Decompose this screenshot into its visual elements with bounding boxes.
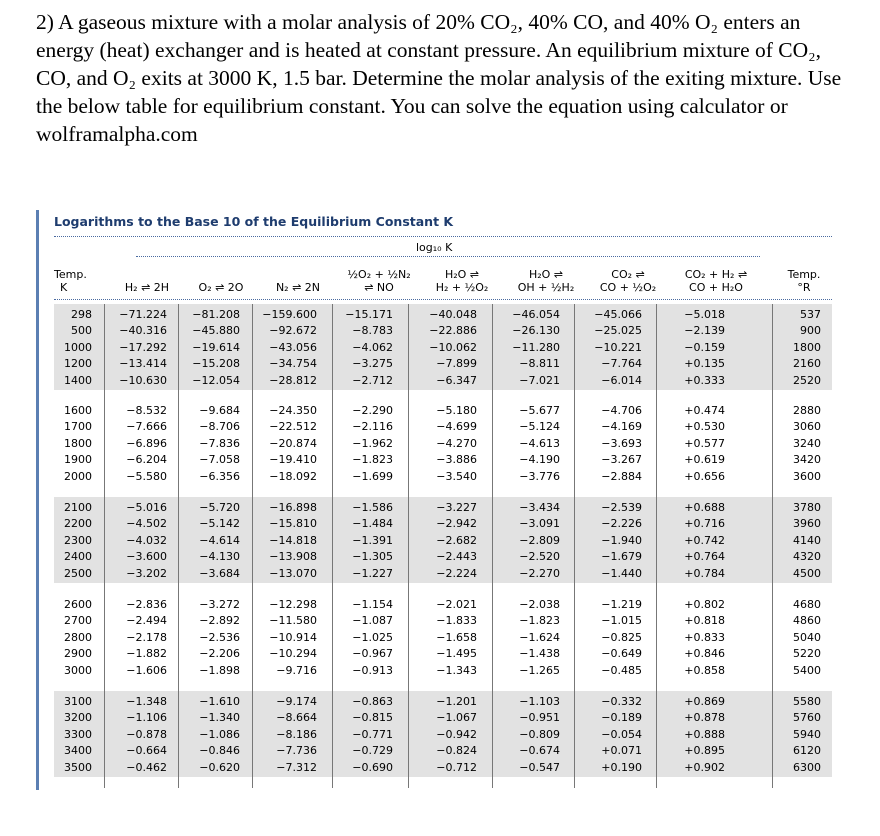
table-cell: 1800 [793, 340, 821, 354]
table-cell: −1.495 [436, 647, 477, 661]
table-cell: −2.139 [684, 324, 725, 338]
table-cell: −2.536 [199, 630, 240, 644]
table-cell: −3.684 [199, 566, 240, 580]
table-row [36, 613, 832, 629]
table-cell: −3.267 [601, 453, 642, 467]
table-cell: +0.846 [684, 647, 725, 661]
table-cell: −3.776 [519, 469, 560, 483]
table-cell: +0.784 [684, 566, 725, 580]
table-cell: −0.815 [352, 711, 393, 725]
table-cell: −9.174 [276, 695, 317, 708]
table-cell: −5.142 [199, 517, 240, 531]
table-row [36, 566, 832, 582]
table-cell: −0.159 [684, 340, 725, 354]
table-cell: −4.706 [601, 404, 642, 417]
table-cell: −8.664 [276, 711, 317, 725]
table-cell: −10.221 [594, 340, 642, 354]
table-cell: −1.438 [519, 647, 560, 661]
table-cell: −0.913 [352, 663, 393, 677]
table-cell: 1800 [64, 436, 92, 450]
table-cell: 6120 [793, 744, 821, 758]
table-cell: −0.485 [601, 663, 642, 677]
table-cell: −1.087 [352, 614, 393, 628]
table-cell: −2.021 [436, 598, 477, 611]
table-cell: −0.462 [126, 760, 167, 774]
table-cell: 5220 [793, 647, 821, 661]
table-cell: −16.898 [269, 501, 317, 514]
table-cell: −4.130 [199, 550, 240, 564]
table-cell: +0.802 [684, 598, 725, 611]
table-cell: 3420 [793, 453, 821, 467]
log-k-group-header: log₁₀ K [416, 241, 453, 254]
table-cell: 2160 [793, 357, 821, 371]
table-cell: +0.869 [684, 695, 725, 708]
table-cell: 1400 [64, 373, 92, 387]
table-cell: −0.332 [601, 695, 642, 708]
table-cell: +0.656 [684, 469, 725, 483]
table-cell: 4140 [793, 533, 821, 547]
table-cell: −0.967 [352, 647, 393, 661]
table-cell: −1.624 [519, 630, 560, 644]
row-group [36, 307, 832, 389]
table-row [36, 340, 832, 356]
header-co2-h2: CO₂ + H₂ ⇌ CO + H₂O [684, 268, 748, 294]
table-cell: −4.502 [126, 517, 167, 531]
table-cell: −15.208 [192, 357, 240, 371]
table-cell: −2.942 [436, 517, 477, 531]
table-cell: −13.070 [269, 566, 317, 580]
table-cell: −1.440 [601, 566, 642, 580]
table-cell: −3.434 [519, 501, 560, 514]
table-cell: −4.270 [436, 436, 477, 450]
table-cell: −0.825 [601, 630, 642, 644]
table-row [36, 760, 832, 776]
table-cell: −2.884 [601, 469, 642, 483]
table-cell: −1.015 [601, 614, 642, 628]
table-cell: 2800 [64, 630, 92, 644]
table-cell: 2600 [64, 598, 92, 611]
table-cell: +0.716 [684, 517, 725, 531]
table-cell: −19.410 [269, 453, 317, 467]
table-row [36, 373, 832, 389]
table-cell: −25.025 [594, 324, 642, 338]
table-cell: −2.836 [126, 598, 167, 611]
table-cell: 1000 [64, 340, 92, 354]
table-cell: −4.169 [601, 420, 642, 434]
table-cell: −1.484 [352, 517, 393, 531]
table-cell: −1.586 [352, 501, 393, 514]
table-cell: −1.348 [126, 695, 167, 708]
table-cell: −1.343 [436, 663, 477, 677]
table-row [36, 597, 832, 613]
table-cell: 2100 [64, 501, 92, 514]
table-row [36, 469, 832, 485]
table-cell: −2.178 [126, 630, 167, 644]
table-cell: 3300 [64, 727, 92, 741]
table-cell: −4.062 [352, 340, 393, 354]
table-cell: 2900 [64, 647, 92, 661]
table-cell: 5040 [793, 630, 821, 644]
table-row [36, 630, 832, 646]
table-row [36, 403, 832, 419]
table-cell: −2.224 [436, 566, 477, 580]
table-cell: −1.823 [352, 453, 393, 467]
table-cell: −5.580 [126, 469, 167, 483]
table-cell: +0.071 [601, 744, 642, 758]
table-cell: −8.532 [126, 404, 167, 417]
table-cell: −8.783 [352, 324, 393, 338]
table-cell: +0.619 [684, 453, 725, 467]
table-cell: −15.810 [269, 517, 317, 531]
table-cell: −7.312 [276, 760, 317, 774]
table-cell: −14.818 [269, 533, 317, 547]
table-cell: −13.908 [269, 550, 317, 564]
table-cell: −22.886 [429, 324, 477, 338]
table-cell: 4680 [793, 598, 821, 611]
table-cell: −1.154 [352, 598, 393, 611]
header-co2: CO₂ ⇌ CO + ½O₂ [599, 268, 657, 294]
table-row [36, 710, 832, 726]
table-cell: −5.016 [126, 501, 167, 514]
table-cell: −7.899 [436, 357, 477, 371]
table-cell: −5.180 [436, 404, 477, 417]
table-cell: −7.836 [199, 436, 240, 450]
table-cell: +0.895 [684, 744, 725, 758]
header-h2: H₂ ⇌ 2H [124, 281, 170, 294]
table-cell: −2.520 [519, 550, 560, 564]
table-row [36, 500, 832, 516]
table-cell: 3200 [64, 711, 92, 725]
row-group [36, 597, 832, 679]
table-cell: 4860 [793, 614, 821, 628]
table-cell: −45.066 [594, 308, 642, 321]
table-cell: 5580 [793, 695, 821, 708]
table-cell: −20.874 [269, 436, 317, 450]
table-cell: −2.116 [352, 420, 393, 434]
table-cell: −0.054 [601, 727, 642, 741]
table-cell: −1.898 [199, 663, 240, 677]
title-divider [54, 236, 832, 237]
table-cell: −46.054 [512, 308, 560, 321]
table-cell: −7.666 [126, 420, 167, 434]
table-cell: −1.699 [352, 469, 393, 483]
table-cell: −1.606 [126, 663, 167, 677]
table-cell: −3.272 [199, 598, 240, 611]
table-cell: −1.391 [352, 533, 393, 547]
table-cell: −6.347 [436, 373, 477, 387]
table-cell: 500 [71, 324, 92, 338]
header-o2: O₂ ⇌ 2O [198, 281, 244, 294]
table-cell: 3960 [793, 517, 821, 531]
table-cell: −2.290 [352, 404, 393, 417]
table-row [36, 727, 832, 743]
table-cell: −6.896 [126, 436, 167, 450]
table-cell: 3780 [793, 501, 821, 514]
table-cell: −159.600 [262, 308, 317, 321]
table-cell: −3.227 [436, 501, 477, 514]
table-cell: −1.103 [519, 695, 560, 708]
table-cell: −13.414 [119, 357, 167, 371]
table-cell: −11.280 [512, 340, 560, 354]
table-cell: −0.878 [126, 727, 167, 741]
table-row [36, 323, 832, 339]
table-cell: 2300 [64, 533, 92, 547]
table-cell: −12.054 [192, 373, 240, 387]
table-row [36, 419, 832, 435]
header-h2o-a: H₂O ⇌ H₂ + ½O₂ [435, 268, 489, 294]
table-cell: 2700 [64, 614, 92, 628]
table-cell: 298 [71, 308, 92, 321]
header-n2: N₂ ⇌ 2N [275, 281, 321, 294]
table-cell: −7.764 [601, 357, 642, 371]
table-cell: +0.577 [684, 436, 725, 450]
table-cell: 2000 [64, 469, 92, 483]
table-cell: −1.610 [199, 695, 240, 708]
table-cell: −0.674 [519, 744, 560, 758]
table-cell: −1.227 [352, 566, 393, 580]
table-cell: −6.014 [601, 373, 642, 387]
table-row [36, 694, 832, 710]
table-cell: −1.305 [352, 550, 393, 564]
table-cell: −1.025 [352, 630, 393, 644]
table-cell: −3.091 [519, 517, 560, 531]
log-k-divider [136, 256, 760, 257]
header-divider [54, 299, 832, 300]
table-cell: −1.962 [352, 436, 393, 450]
table-cell: −92.672 [269, 324, 317, 338]
table-cell: −22.512 [269, 420, 317, 434]
table-cell: −1.086 [199, 727, 240, 741]
table-cell: +0.474 [684, 404, 725, 417]
table-cell: −0.863 [352, 695, 393, 708]
table-cell: −0.824 [436, 744, 477, 758]
table-cell: 2520 [793, 373, 821, 387]
table-cell: 4500 [793, 566, 821, 580]
table-cell: −2.206 [199, 647, 240, 661]
table-cell: −2.270 [519, 566, 560, 580]
table-cell: −1.679 [601, 550, 642, 564]
table-cell: +0.688 [684, 501, 725, 514]
table-cell: 3400 [64, 744, 92, 758]
table-cell: 4320 [793, 550, 821, 564]
table-cell: −5.018 [684, 308, 725, 321]
table-cell: −0.189 [601, 711, 642, 725]
header-no: ½O₂ + ½N₂ ⇌ NO [347, 268, 411, 294]
table-cell: −0.649 [601, 647, 642, 661]
table-cell: 5400 [793, 663, 821, 677]
table-cell: −1.823 [519, 614, 560, 628]
table-cell: 2500 [64, 566, 92, 580]
table-cell: −7.058 [199, 453, 240, 467]
table-cell: 2200 [64, 517, 92, 531]
row-group [36, 403, 832, 485]
table-cell: −5.677 [519, 404, 560, 417]
table-cell: −0.547 [519, 760, 560, 774]
table-cell: 1200 [64, 357, 92, 371]
table-cell: −40.048 [429, 308, 477, 321]
table-cell: −0.846 [199, 744, 240, 758]
table-cell: −17.292 [119, 340, 167, 354]
table-cell: −34.754 [269, 357, 317, 371]
table-cell: −7.021 [519, 373, 560, 387]
table-cell: 3000 [64, 663, 92, 677]
table-cell: +0.888 [684, 727, 725, 741]
table-cell: −1.658 [436, 630, 477, 644]
table-cell: 3100 [64, 695, 92, 708]
table-row [36, 452, 832, 468]
table-row [36, 436, 832, 452]
table-cell: −0.771 [352, 727, 393, 741]
table-cell: 3600 [793, 469, 821, 483]
table-cell: −4.190 [519, 453, 560, 467]
table-cell: −0.620 [199, 760, 240, 774]
table-cell: −43.056 [269, 340, 317, 354]
table-cell: 1900 [64, 453, 92, 467]
equilibrium-constant-table [36, 210, 832, 790]
table-cell: −1.106 [126, 711, 167, 725]
table-cell: −11.580 [269, 614, 317, 628]
table-cell: −2.038 [519, 598, 560, 611]
table-cell: −3.540 [436, 469, 477, 483]
table-cell: −6.356 [199, 469, 240, 483]
table-cell: 1600 [64, 404, 92, 417]
table-cell: −8.811 [519, 357, 560, 371]
table-cell: 5760 [793, 711, 821, 725]
table-cell: −10.630 [119, 373, 167, 387]
table-cell: 6300 [793, 760, 821, 774]
table-cell: −5.124 [519, 420, 560, 434]
table-cell: +0.858 [684, 663, 725, 677]
table-cell: −45.880 [192, 324, 240, 338]
table-cell: −0.664 [126, 744, 167, 758]
table-cell: −4.032 [126, 533, 167, 547]
table-cell: −81.208 [192, 308, 240, 321]
table-cell: −3.600 [126, 550, 167, 564]
header-temp-k: Temp. K [54, 268, 87, 294]
table-cell: −40.316 [119, 324, 167, 338]
table-cell: −19.614 [192, 340, 240, 354]
table-cell: −9.684 [199, 404, 240, 417]
table-cell: +0.742 [684, 533, 725, 547]
table-cell: −10.914 [269, 630, 317, 644]
table-cell: 1700 [64, 420, 92, 434]
table-cell: 3500 [64, 760, 92, 774]
table-cell: −1.940 [601, 533, 642, 547]
table-cell: −1.219 [601, 598, 642, 611]
table-cell: −28.812 [269, 373, 317, 387]
table-cell: −1.067 [436, 711, 477, 725]
table-cell: 2880 [793, 404, 821, 417]
table-cell: −2.892 [199, 614, 240, 628]
table-cell: −3.275 [352, 357, 393, 371]
table-cell: −2.712 [352, 373, 393, 387]
table-row [36, 663, 832, 679]
table-cell: −1.833 [436, 614, 477, 628]
table-cell: +0.135 [684, 357, 725, 371]
table-row [36, 516, 832, 532]
table-cell: +0.190 [601, 760, 642, 774]
table-cell: −0.951 [519, 711, 560, 725]
table-row [36, 743, 832, 759]
table-row [36, 356, 832, 372]
table-cell: +0.818 [684, 614, 725, 628]
table-cell: −2.443 [436, 550, 477, 564]
table-title: Logarithms to the Base 10 of the Equilibrium Constant K [54, 214, 454, 229]
table-cell: −4.614 [199, 533, 240, 547]
table-cell: −2.226 [601, 517, 642, 531]
table-cell: −10.294 [269, 647, 317, 661]
table-cell: −71.224 [119, 308, 167, 321]
table-cell: −2.539 [601, 501, 642, 514]
table-cell: 3240 [793, 436, 821, 450]
table-cell: −2.494 [126, 614, 167, 628]
table-cell: −7.736 [276, 744, 317, 758]
table-cell: −10.062 [429, 340, 477, 354]
table-row [36, 307, 832, 323]
table-cell: −18.092 [269, 469, 317, 483]
table-cell: −2.809 [519, 533, 560, 547]
table-row [36, 549, 832, 565]
table-cell: +0.764 [684, 550, 725, 564]
table-cell: −26.130 [512, 324, 560, 338]
table-cell: −1.201 [436, 695, 477, 708]
row-group [36, 500, 832, 582]
table-cell: −3.202 [126, 566, 167, 580]
table-cell: 537 [800, 308, 821, 321]
table-cell: −3.886 [436, 453, 477, 467]
table-cell: −5.720 [199, 501, 240, 514]
table-cell: −1.340 [199, 711, 240, 725]
table-cell: −4.613 [519, 436, 560, 450]
table-row [36, 533, 832, 549]
table-cell: 2400 [64, 550, 92, 564]
table-cell: −0.942 [436, 727, 477, 741]
table-cell: −0.809 [519, 727, 560, 741]
table-cell: −2.682 [436, 533, 477, 547]
table-cell: −3.693 [601, 436, 642, 450]
table-cell: −12.298 [269, 598, 317, 611]
table-cell: −0.690 [352, 760, 393, 774]
table-cell: −6.204 [126, 453, 167, 467]
table-cell: +0.530 [684, 420, 725, 434]
table-cell: +0.878 [684, 711, 725, 725]
table-cell: +0.333 [684, 373, 725, 387]
table-cell: 3060 [793, 420, 821, 434]
table-cell: +0.902 [684, 760, 725, 774]
row-group [36, 694, 832, 776]
problem-statement: 2) A gaseous mixture with a molar analysis of 20% CO₂, 40% CO, and 40% O₂ enters an energy (heat) exchanger and is heated at constant pressure. An equilibrium mixture of CO₂, CO, and O₂ exits at 3000 K, 1.5 bar. Determine the molar analysis of the exiting mixture. Use the below table for equilibrium constant. You can solve the equation using calculator or wolframalpha.com [36, 10, 842, 146]
table-cell: −0.712 [436, 760, 477, 774]
table-cell: −24.350 [269, 404, 317, 417]
table-cell: −1.882 [126, 647, 167, 661]
header-temp-r: Temp. °R [787, 268, 821, 294]
table-cell: −15.171 [345, 308, 393, 321]
header-h2o-b: H₂O ⇌ OH + ½H₂ [517, 268, 575, 294]
table-cell: +0.833 [684, 630, 725, 644]
table-cell: −4.699 [436, 420, 477, 434]
table-cell: 5940 [793, 727, 821, 741]
table-cell: −1.265 [519, 663, 560, 677]
table-cell: −0.729 [352, 744, 393, 758]
table-cell: −9.716 [276, 663, 317, 677]
table-cell: −8.706 [199, 420, 240, 434]
table-cell: −8.186 [276, 727, 317, 741]
table-row [36, 646, 832, 662]
table-cell: 900 [800, 324, 821, 338]
